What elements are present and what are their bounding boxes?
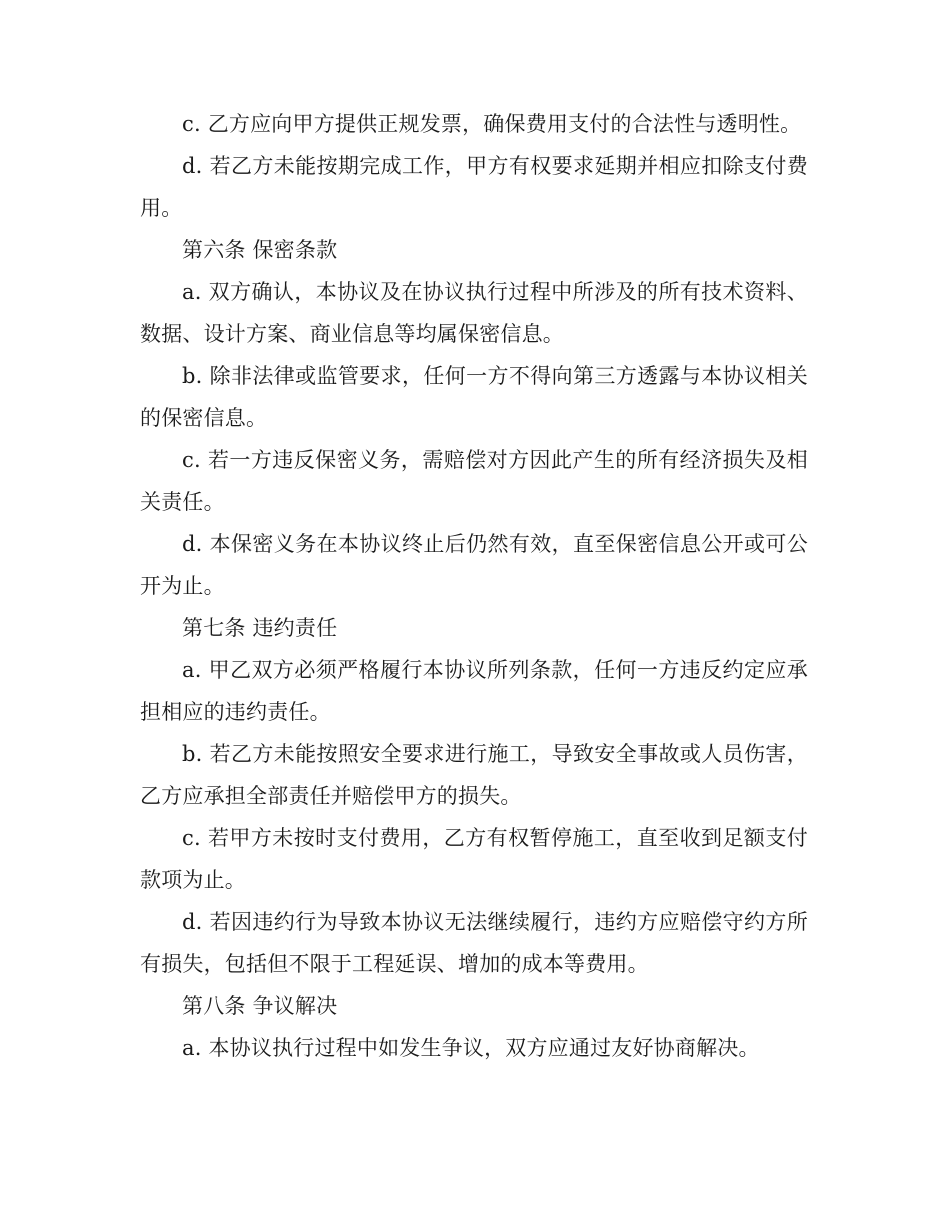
clause-7-b: b. 若乙方未能按照安全要求进行施工，导致安全事故或人员伤害，乙方应承担全部责任并赔偿甲方的损失。 — [140, 742, 808, 808]
article-8-heading: 第八条 争议解决 — [182, 994, 338, 1018]
clause-5-d: d. 若乙方未能按期完成工作，甲方有权要求延期并相应扣除支付费用。 — [140, 154, 808, 220]
clause-6-a: a. 双方确认，本协议及在协议执行过程中所涉及的所有技术资料、数据、设计方案、商业信息等均属保密信息。 — [140, 280, 808, 346]
clause-7-a: a. 甲乙双方必须严格履行本协议所列条款，任何一方违反约定应承担相应的违约责任。 — [140, 658, 808, 724]
document-page — [140, 103, 808, 1069]
article-6-heading: 第六条 保密条款 — [182, 238, 338, 262]
clause-6-c: c. 若一方违反保密义务，需赔偿对方因此产生的所有经济损失及相关责任。 — [140, 448, 808, 514]
clause-7-c: c. 若甲方未按时支付费用，乙方有权暂停施工，直至收到足额支付款项为止。 — [140, 826, 808, 892]
article-7-heading: 第七条 违约责任 — [182, 616, 338, 640]
clause-5-c: c. 乙方应向甲方提供正规发票，确保费用支付的合法性与透明性。 — [182, 112, 802, 136]
clause-8-a: a. 本协议执行过程中如发生争议，双方应通过友好协商解决。 — [182, 1036, 760, 1060]
clause-6-d: d. 本保密义务在本协议终止后仍然有效，直至保密信息公开或可公开为止。 — [140, 532, 808, 598]
clause-6-b: b. 除非法律或监管要求，任何一方不得向第三方透露与本协议相关的保密信息。 — [140, 364, 808, 430]
clause-7-d: d. 若因违约行为导致本协议无法继续履行，违约方应赔偿守约方所有损失，包括但不限于工程延误、增加的成本等费用。 — [140, 910, 808, 976]
